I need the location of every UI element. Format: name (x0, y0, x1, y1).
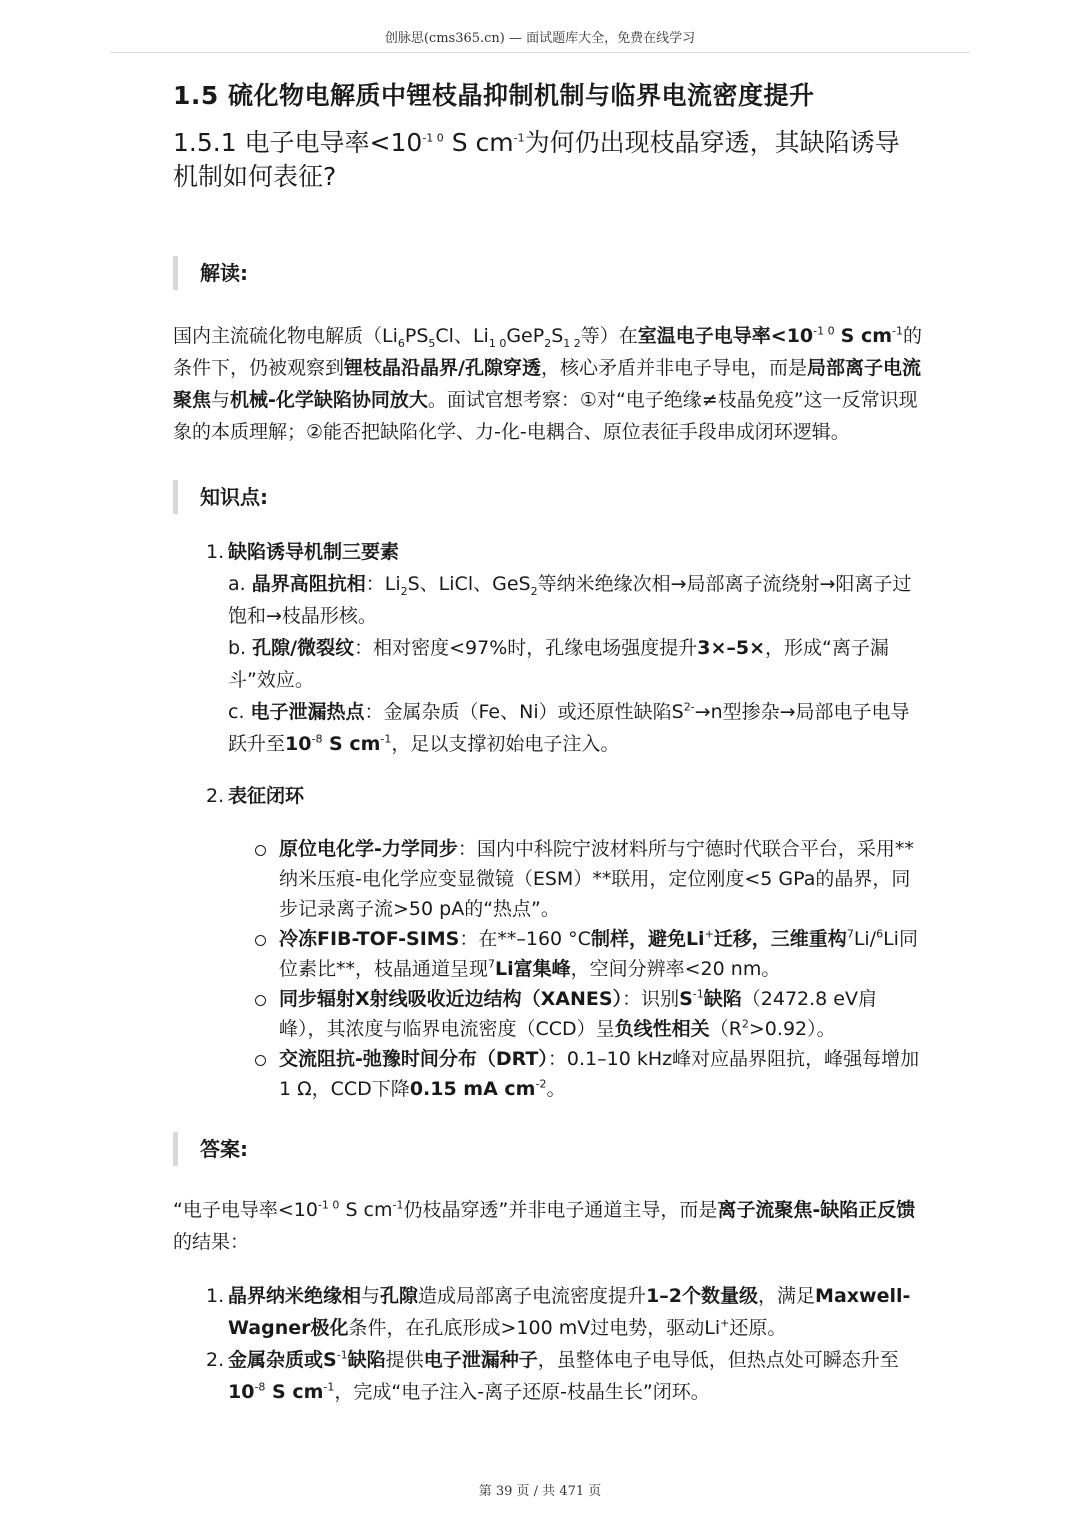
page-footer: 第 39 页 / 共 471 页 (478, 1484, 602, 1499)
list-item: 1. 缺陷诱导机制三要素 a. 晶界高阻抗相：$Li_2S$、LiCl、GeS$_2$等纳米绝缘次相→局部离子流绕射→阳离子过饱和→枝晶形核。 b. 孔隙/微裂纹：相对密度<97%时，孔缘电场强度提升3×–5×，形成“离子漏斗”效应。 c. 电子泄漏热点：金属杂质（Fe、Ni）或还原性缺陷$S^{2-}\to n$型掺杂→局部电子电导跃升至$10^{-8}$ S $cm^{-1}$，足以支撑初始电子注入。 (228, 536, 923, 760)
bullet-circle-icon (255, 845, 266, 856)
question-title: 1.5.1 电子电导率$<10^{-1 0}$ S $cm^{-1}$为何仍出现枝晶穿透，其缺陷诱导机制如何表征? (173, 128, 900, 191)
list-item: 2. 表征闭环 (206, 785, 305, 807)
answer-paragraph: “电子电导率$<10^{-1 0}$ S $cm^{-1}$仍枝晶穿透”并非电子通道主导，而是离子流聚焦-缺陷正反馈的结果： (173, 1198, 916, 1253)
bullet-item: 同步辐射X射线吸收近边结构（XANES）：识别$S^{-1}$缺陷（2472.8 eV肩峰），其浓度与临界电流密度（CCD）呈负线性相关$(R^2>0.92)$。 (255, 984, 923, 1044)
jiedu-paragraph: 国内主流硫化物电解质（$Li_6PS_5Cl$、$Li_{1 0}GeP_2S_{1 2}$等）在室温电子电导率$<10^{-1 0}$ S $cm^{-1}$的条件下，仍被观察到锂枝晶沿晶界/孔隙穿透，核心矛盾并非电子导电，而是局部离子电流聚焦与机械-化学缺陷协同放大。面试官想考察：①对“电子绝缘≠枝晶免疫”这一反常识现象的本质理解；②能否把缺陷化学、力-化-电耦合、原位表征手段串成闭环逻辑。 (173, 324, 923, 443)
callout-jiedu: 解读: (173, 256, 923, 290)
callout-daan: 答案: (173, 1132, 923, 1166)
answer-list (206, 1280, 923, 1408)
characterization-bullets (255, 834, 923, 1104)
callout-zhishidian: 知识点: (173, 480, 923, 514)
section-title: 1.5 硫化物电解质中锂枝晶抑制机制与临界电流密度提升 (173, 81, 815, 110)
bullet-item: 原位电化学-力学同步：国内中科院宁波材料所与宁德时代联合平台，采用**纳米压痕-电化学应变显微镜（ESM）**联用，定位刚度<5 GPa的晶界，同步记录离子流>50 pA的“热点”。 (255, 834, 923, 924)
sub-item-b: b. 孔隙/微裂纹：相对密度<97%时，孔缘电场强度提升3×–5×，形成“离子漏斗”效应。 (228, 637, 889, 691)
header-divider (110, 52, 970, 53)
sub-item-c: c. 电子泄漏热点：金属杂质（Fe、Ni）或还原性缺陷$S^{2-}\to n$型掺杂→局部电子电导跃升至$10^{-8}$ S $cm^{-1}$，足以支撑初始电子注入。 (228, 700, 910, 755)
document-body (173, 78, 923, 1408)
list-item: 2. 金属杂质或$S^{-1}$缺陷提供电子泄漏种子，虽整体电子电导低，但热点处可瞬态升至$10^{-8}$ S $cm^{-1}$，完成“电子注入-离子还原-枝晶生长”闭环。 (206, 1348, 899, 1403)
list-item: 1. 晶界纳米绝缘相与孔隙造成局部离子电流密度提升1–2个数量级，满足Maxwell-Wagner极化条件，在孔底形成>100 mV过电势，驱动Li+还原。 (206, 1285, 911, 1339)
bullet-circle-icon (255, 995, 266, 1006)
bullet-circle-icon (255, 935, 266, 946)
page-header: 创脉思(cms365.cn) — 面试题库大全，免费在线学习 (384, 31, 696, 46)
bullet-item: 冷冻FIB-TOF-SIMS：在**–160 °C制样，避免Li+迁移，三维重构$^7$Li/$^6$Li同位素比**，枝晶通道呈现$^7$Li富集峰，空间分辨率<20 nm。 (255, 924, 923, 984)
knowledge-list (206, 536, 923, 812)
bullet-item: 交流阻抗-弛豫时间分布（DRT）：0.1–10 kHz峰对应晶界阻抗，峰强每增加1 Ω，CCD下降0.15 mA $cm^{-2}$。 (255, 1044, 923, 1104)
sub-item-a: a. 晶界高阻抗相：$Li_2S$、LiCl、GeS$_2$等纳米绝缘次相→局部离子流绕射→阳离子过饱和→枝晶形核。 (228, 573, 912, 627)
bullet-circle-icon (255, 1055, 266, 1066)
